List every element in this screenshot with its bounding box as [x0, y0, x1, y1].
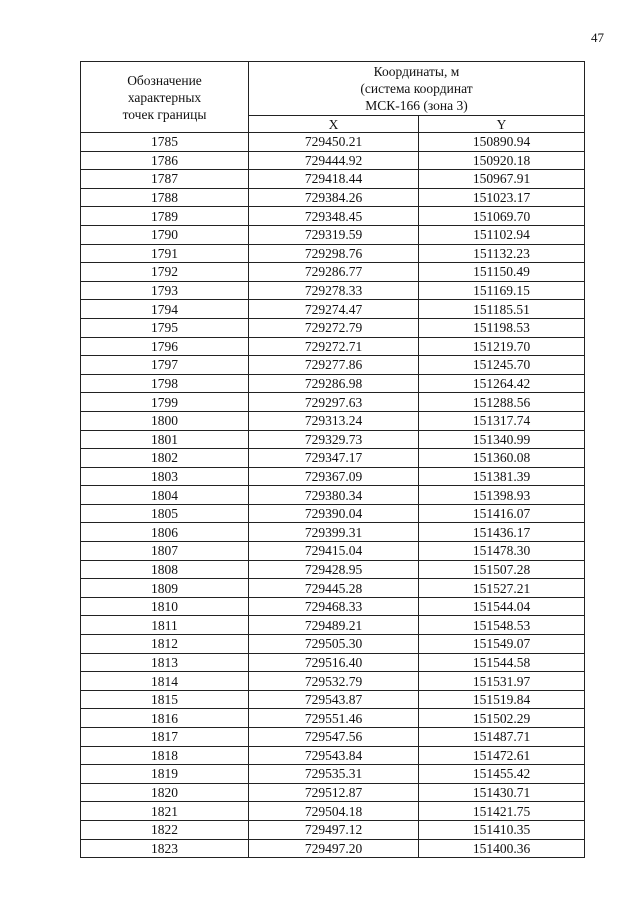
table-row — [81, 728, 585, 747]
cell-point: 1818 — [81, 746, 249, 765]
page-number: 47 — [591, 30, 604, 45]
cell-x: 729380.34 — [249, 486, 419, 505]
cell-y: 151487.71 — [419, 728, 585, 747]
cell-y: 151150.49 — [419, 263, 585, 282]
table-row — [81, 579, 585, 598]
cell-point: 1792 — [81, 263, 249, 282]
cell-y: 151288.56 — [419, 393, 585, 412]
cell-y: 151472.61 — [419, 746, 585, 765]
header-point-line: характерных — [127, 89, 202, 105]
cell-y: 151317.74 — [419, 411, 585, 430]
cell-y: 151340.99 — [419, 430, 585, 449]
header-point-label — [81, 62, 249, 133]
table-row — [81, 635, 585, 654]
table-row — [81, 709, 585, 728]
table-row — [81, 411, 585, 430]
cell-y: 151416.07 — [419, 504, 585, 523]
header-coords-line: МСК-166 (зона 3) — [365, 98, 468, 113]
cell-y: 151410.35 — [419, 820, 585, 839]
cell-y: 151531.97 — [419, 672, 585, 691]
cell-x: 729348.45 — [249, 207, 419, 226]
cell-y: 151548.53 — [419, 616, 585, 635]
cell-y: 151102.94 — [419, 225, 585, 244]
cell-x: 729450.21 — [249, 133, 419, 152]
cell-y: 151436.17 — [419, 523, 585, 542]
table-row — [81, 653, 585, 672]
cell-point: 1802 — [81, 449, 249, 468]
cell-x: 729505.30 — [249, 635, 419, 654]
table-row — [81, 300, 585, 319]
table-row — [81, 560, 585, 579]
table-row — [81, 672, 585, 691]
cell-y: 151502.29 — [419, 709, 585, 728]
table-row — [81, 225, 585, 244]
cell-x: 729272.71 — [249, 337, 419, 356]
cell-point: 1814 — [81, 672, 249, 691]
cell-point: 1813 — [81, 653, 249, 672]
cell-x: 729428.95 — [249, 560, 419, 579]
cell-x: 729367.09 — [249, 467, 419, 486]
table-row — [81, 244, 585, 263]
table-row — [81, 281, 585, 300]
header-x: X — [249, 116, 419, 133]
cell-point: 1797 — [81, 356, 249, 375]
table-row — [81, 207, 585, 226]
table-row — [81, 523, 585, 542]
table-row — [81, 542, 585, 561]
cell-x: 729286.77 — [249, 263, 419, 282]
cell-x: 729532.79 — [249, 672, 419, 691]
cell-point: 1823 — [81, 839, 249, 858]
cell-y: 150920.18 — [419, 151, 585, 170]
cell-y: 151549.07 — [419, 635, 585, 654]
table-row — [81, 170, 585, 189]
cell-point: 1815 — [81, 690, 249, 709]
cell-y: 151198.53 — [419, 318, 585, 337]
cell-point: 1816 — [81, 709, 249, 728]
cell-y: 151185.51 — [419, 300, 585, 319]
cell-x: 729272.79 — [249, 318, 419, 337]
cell-x: 729384.26 — [249, 188, 419, 207]
header-point-line: Обозначение — [127, 72, 202, 88]
header-coords-line: Координаты, м — [373, 64, 460, 79]
cell-point: 1795 — [81, 318, 249, 337]
cell-y: 151360.08 — [419, 449, 585, 468]
cell-point: 1808 — [81, 560, 249, 579]
cell-y: 151455.42 — [419, 765, 585, 784]
table-body — [81, 133, 585, 858]
cell-y: 151400.36 — [419, 839, 585, 858]
cell-y: 151507.28 — [419, 560, 585, 579]
table-row — [81, 690, 585, 709]
table-row — [81, 337, 585, 356]
cell-y: 150967.91 — [419, 170, 585, 189]
cell-point: 1791 — [81, 244, 249, 263]
cell-point: 1799 — [81, 393, 249, 412]
cell-point: 1822 — [81, 820, 249, 839]
cell-x: 729319.59 — [249, 225, 419, 244]
table-row — [81, 783, 585, 802]
cell-x: 729504.18 — [249, 802, 419, 821]
table-row — [81, 467, 585, 486]
cell-point: 1803 — [81, 467, 249, 486]
cell-point: 1805 — [81, 504, 249, 523]
cell-point: 1800 — [81, 411, 249, 430]
cell-point: 1820 — [81, 783, 249, 802]
cell-point: 1794 — [81, 300, 249, 319]
cell-x: 729329.73 — [249, 430, 419, 449]
coordinates-table — [80, 61, 585, 858]
cell-y: 151519.84 — [419, 690, 585, 709]
cell-x: 729278.33 — [249, 281, 419, 300]
cell-x: 729497.12 — [249, 820, 419, 839]
cell-x: 729497.20 — [249, 839, 419, 858]
header-point-line: точек границы — [122, 106, 207, 122]
cell-x: 729286.98 — [249, 374, 419, 393]
cell-y: 151527.21 — [419, 579, 585, 598]
cell-point: 1819 — [81, 765, 249, 784]
table-row — [81, 820, 585, 839]
cell-y: 150890.94 — [419, 133, 585, 152]
table-row — [81, 616, 585, 635]
cell-x: 729390.04 — [249, 504, 419, 523]
header-row-main — [81, 62, 585, 116]
cell-y: 151421.75 — [419, 802, 585, 821]
cell-y: 151381.39 — [419, 467, 585, 486]
cell-point: 1811 — [81, 616, 249, 635]
table-row — [81, 151, 585, 170]
table-row — [81, 597, 585, 616]
table-row — [81, 430, 585, 449]
cell-point: 1812 — [81, 635, 249, 654]
cell-x: 729547.56 — [249, 728, 419, 747]
cell-x: 729418.44 — [249, 170, 419, 189]
cell-x: 729445.28 — [249, 579, 419, 598]
cell-x: 729298.76 — [249, 244, 419, 263]
table-row — [81, 188, 585, 207]
cell-y: 151398.93 — [419, 486, 585, 505]
cell-point: 1789 — [81, 207, 249, 226]
cell-y: 151544.04 — [419, 597, 585, 616]
table-row — [81, 839, 585, 858]
cell-point: 1806 — [81, 523, 249, 542]
cell-point: 1786 — [81, 151, 249, 170]
cell-point: 1801 — [81, 430, 249, 449]
table-row — [81, 449, 585, 468]
cell-x: 729297.63 — [249, 393, 419, 412]
cell-y: 151132.23 — [419, 244, 585, 263]
table-header — [81, 62, 585, 133]
cell-y: 151430.71 — [419, 783, 585, 802]
cell-point: 1821 — [81, 802, 249, 821]
cell-x: 729415.04 — [249, 542, 419, 561]
cell-x: 729399.31 — [249, 523, 419, 542]
header-coords-label — [249, 62, 585, 116]
cell-point: 1793 — [81, 281, 249, 300]
cell-point: 1787 — [81, 170, 249, 189]
cell-x: 729512.87 — [249, 783, 419, 802]
cell-y: 151069.70 — [419, 207, 585, 226]
cell-x: 729274.47 — [249, 300, 419, 319]
cell-point: 1785 — [81, 133, 249, 152]
cell-x: 729489.21 — [249, 616, 419, 635]
cell-y: 151169.15 — [419, 281, 585, 300]
header-y: Y — [419, 116, 585, 133]
table-row — [81, 746, 585, 765]
table-row — [81, 133, 585, 152]
cell-x: 729468.33 — [249, 597, 419, 616]
cell-point: 1804 — [81, 486, 249, 505]
cell-point: 1810 — [81, 597, 249, 616]
table-row — [81, 356, 585, 375]
cell-x: 729444.92 — [249, 151, 419, 170]
cell-point: 1798 — [81, 374, 249, 393]
cell-point: 1790 — [81, 225, 249, 244]
table-row — [81, 318, 585, 337]
table-row — [81, 393, 585, 412]
cell-y: 151478.30 — [419, 542, 585, 561]
cell-y: 151264.42 — [419, 374, 585, 393]
table-row — [81, 374, 585, 393]
cell-point: 1788 — [81, 188, 249, 207]
table-row — [81, 486, 585, 505]
table-row — [81, 765, 585, 784]
cell-x: 729347.17 — [249, 449, 419, 468]
cell-x: 729543.84 — [249, 746, 419, 765]
cell-point: 1796 — [81, 337, 249, 356]
header-coords-line: (система координат — [360, 81, 473, 96]
cell-x: 729551.46 — [249, 709, 419, 728]
cell-y: 151544.58 — [419, 653, 585, 672]
cell-point: 1809 — [81, 579, 249, 598]
table-row — [81, 802, 585, 821]
cell-point: 1807 — [81, 542, 249, 561]
cell-y: 151023.17 — [419, 188, 585, 207]
cell-y: 151245.70 — [419, 356, 585, 375]
cell-x: 729277.86 — [249, 356, 419, 375]
cell-x: 729313.24 — [249, 411, 419, 430]
cell-x: 729516.40 — [249, 653, 419, 672]
cell-y: 151219.70 — [419, 337, 585, 356]
table-row — [81, 263, 585, 282]
table-row — [81, 504, 585, 523]
cell-point: 1817 — [81, 728, 249, 747]
cell-x: 729535.31 — [249, 765, 419, 784]
cell-x: 729543.87 — [249, 690, 419, 709]
